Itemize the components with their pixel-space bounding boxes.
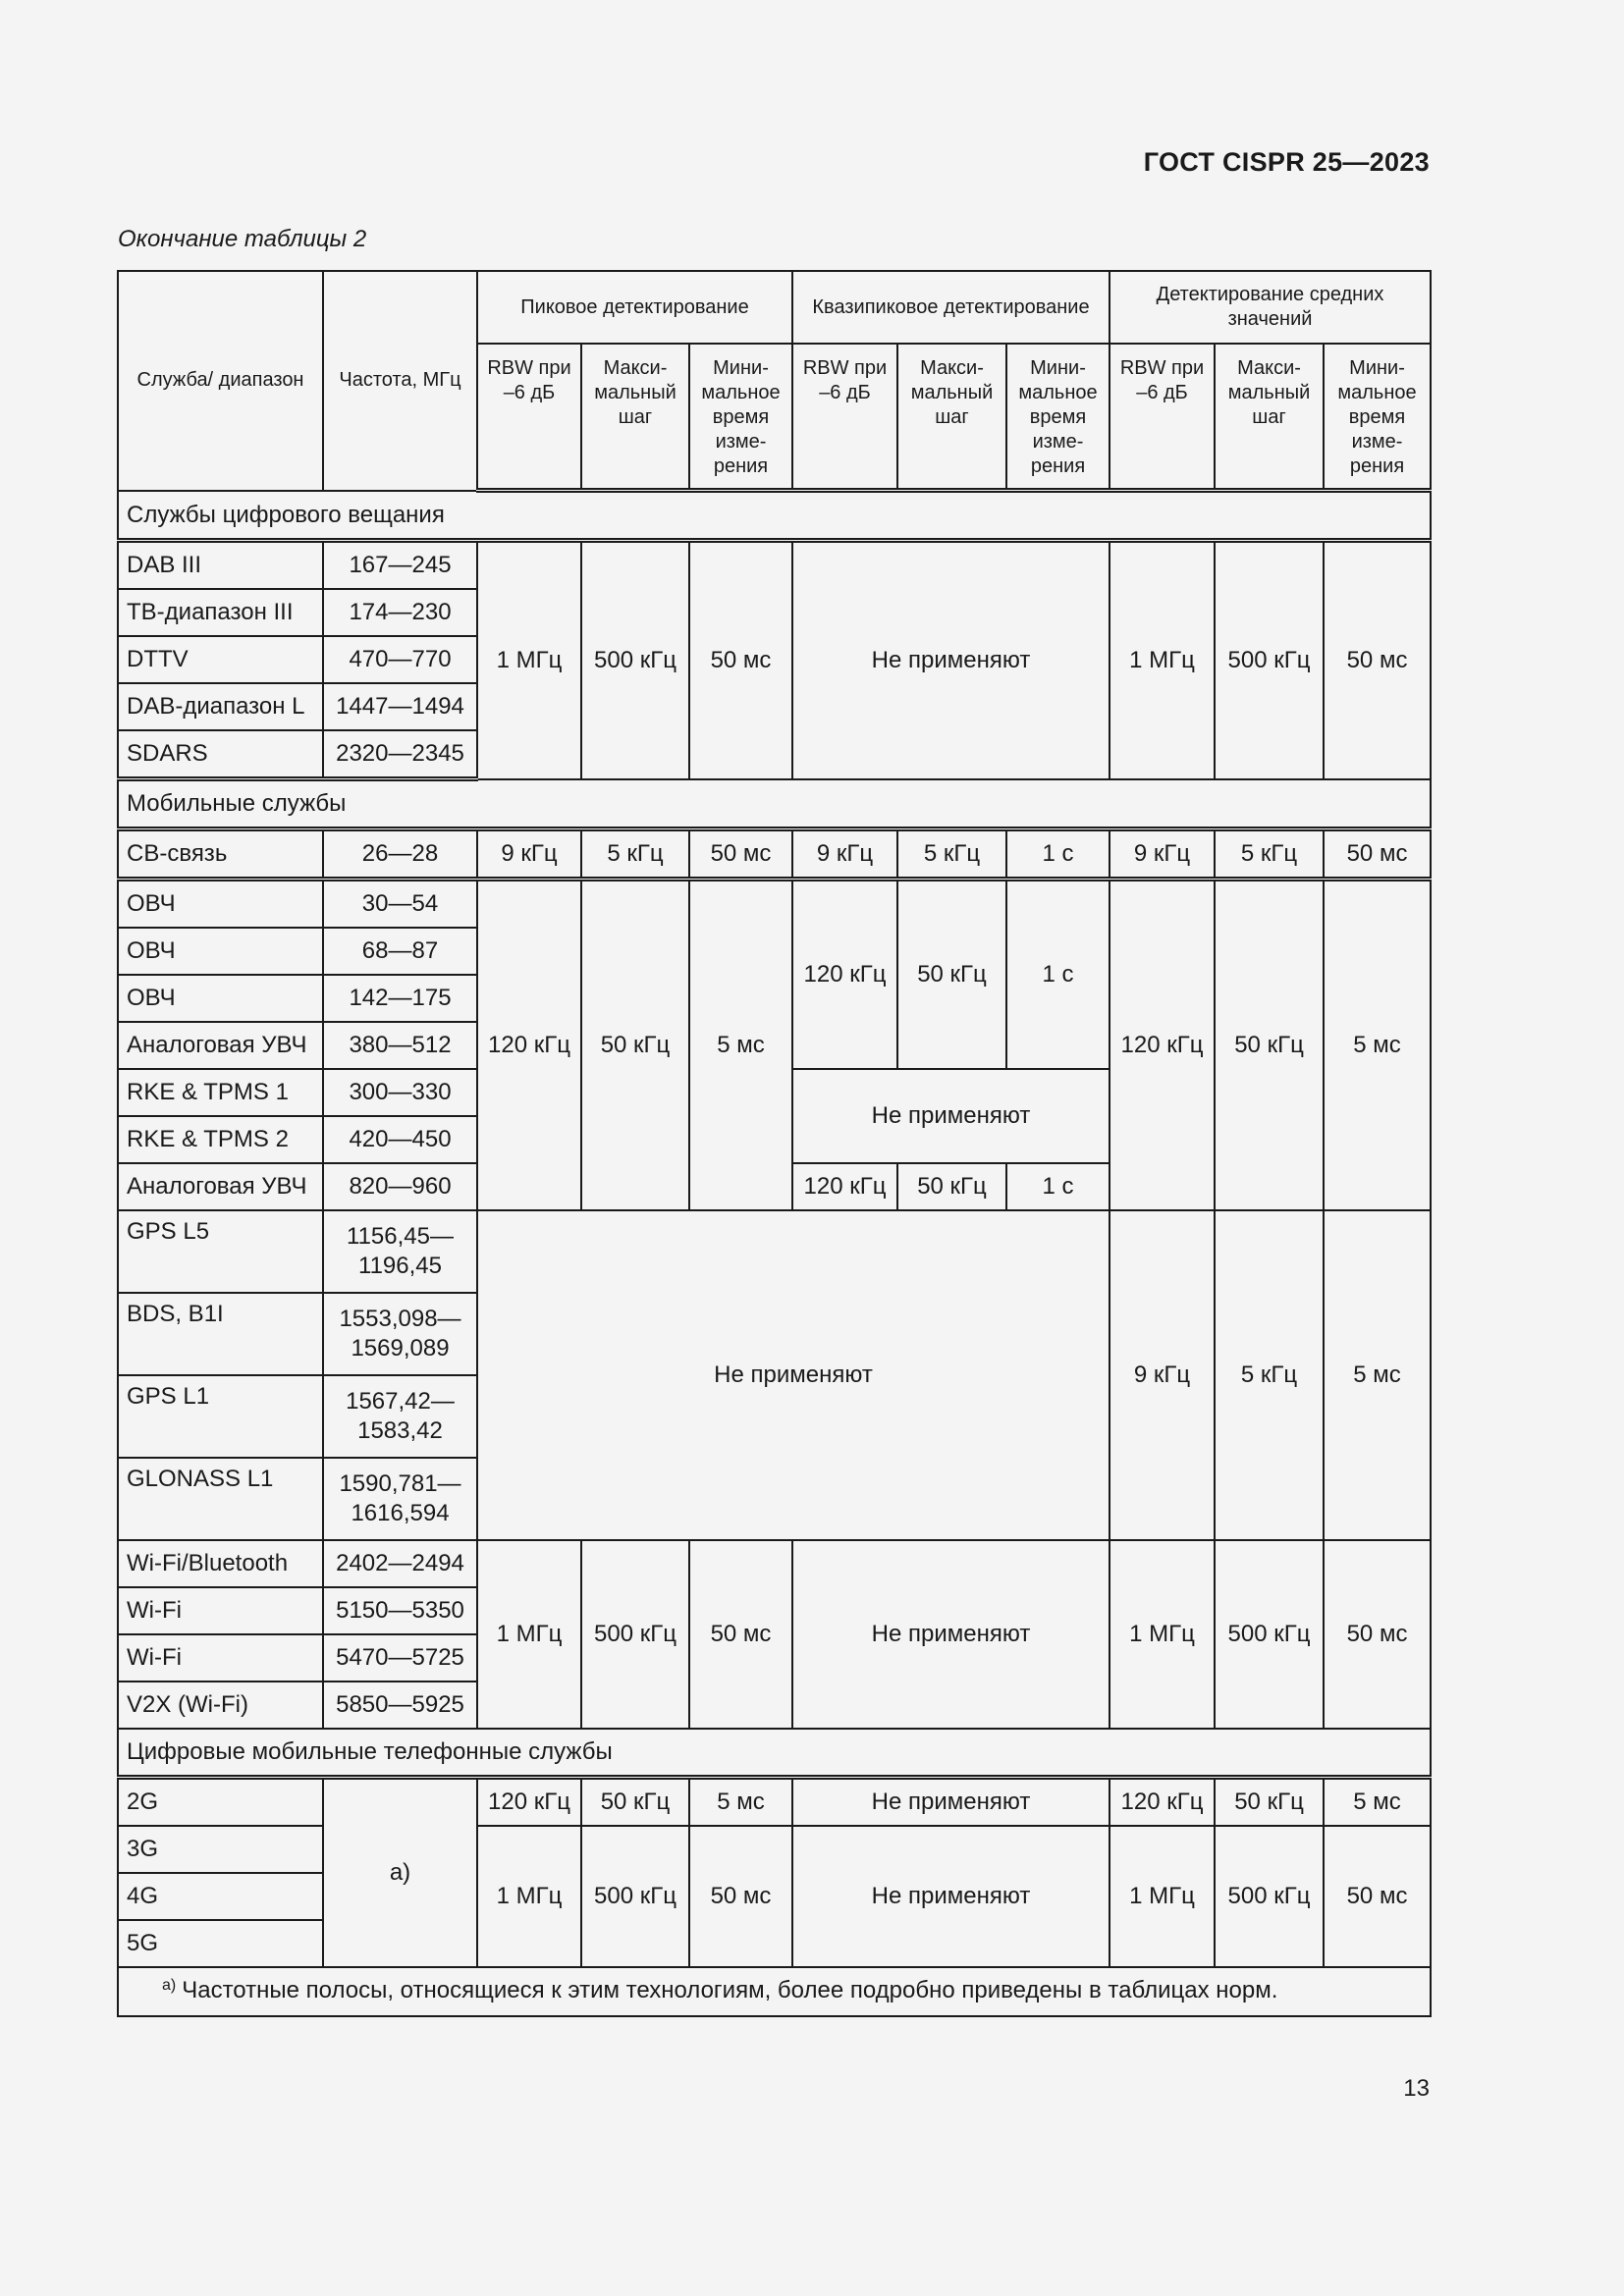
service-cell: SDARS (118, 730, 323, 779)
service-cell: 4G (118, 1873, 323, 1920)
avg-step-cell: 500 кГц (1215, 1540, 1324, 1729)
page-number: 13 (1403, 2075, 1430, 2102)
service-cell: DAB-диапазон L (118, 683, 323, 730)
quasi-time-cell: 1 с (1006, 880, 1110, 1070)
header-rbw: RBW при –6 дБ (477, 344, 581, 491)
frequency-cell: 1553,098— 1569,089 (323, 1293, 477, 1375)
not-applied-cell: Не применяют (792, 1826, 1110, 1967)
frequency-cell: 380—512 (323, 1022, 477, 1069)
frequency-cell: 1447—1494 (323, 683, 477, 730)
service-cell: Аналоговая УВЧ (118, 1163, 323, 1210)
avg-rbw-cell: 9 кГц (1110, 1210, 1215, 1540)
quasi-time-cell: 1 с (1006, 829, 1110, 880)
quasi-time-cell: 1 с (1006, 1163, 1110, 1210)
service-cell: V2X (Wi-Fi) (118, 1682, 323, 1729)
header-max-step: Макси- мальный шаг (897, 344, 1006, 491)
frequency-cell: 1590,781— 1616,594 (323, 1458, 477, 1540)
avg-step-cell: 500 кГц (1215, 541, 1324, 779)
avg-rbw-cell: 1 МГц (1110, 1826, 1215, 1967)
frequency-cell: 470—770 (323, 636, 477, 683)
table-footnote (118, 1967, 1431, 2016)
footnote-mark: а) (162, 1976, 177, 1994)
frequency-cell: 68—87 (323, 928, 477, 975)
frequency-cell: 167—245 (323, 541, 477, 590)
frequency-cell: 30—54 (323, 880, 477, 929)
peak-step-cell: 500 кГц (581, 1826, 689, 1967)
peak-time-cell: 50 мс (689, 1540, 792, 1729)
frequency-cell: 174—230 (323, 589, 477, 636)
service-cell: ОВЧ (118, 975, 323, 1022)
section-heading: Службы цифрового вещания (118, 491, 1431, 541)
section-heading: Цифровые мобильные телефонные службы (118, 1729, 1431, 1778)
peak-step-cell: 500 кГц (581, 541, 689, 779)
service-cell: СВ-связь (118, 829, 323, 880)
peak-rbw-cell: 1 МГц (477, 1540, 581, 1729)
quasi-step-cell: 5 кГц (897, 829, 1006, 880)
peak-step-cell: 500 кГц (581, 1540, 689, 1729)
service-cell: DAB III (118, 541, 323, 590)
quasi-step-cell: 50 кГц (897, 880, 1006, 1070)
service-cell: ОВЧ (118, 880, 323, 929)
header-min-time: Мини- мальное время изме- рения (1006, 344, 1110, 491)
avg-rbw-cell: 9 кГц (1110, 829, 1215, 880)
quasi-step-cell: 50 кГц (897, 1163, 1006, 1210)
service-cell: GLONASS L1 (118, 1458, 323, 1540)
frequency-cell: 820—960 (323, 1163, 477, 1210)
avg-time-cell: 50 мс (1324, 541, 1431, 779)
service-cell: ОВЧ (118, 928, 323, 975)
avg-rbw-cell: 1 МГц (1110, 541, 1215, 779)
service-cell: BDS, B1I (118, 1293, 323, 1375)
avg-rbw-cell: 1 МГц (1110, 1540, 1215, 1729)
not-applied-cell: Не применяют (792, 1540, 1110, 1729)
frequency-cell: 300—330 (323, 1069, 477, 1116)
frequency-cell: 5150—5350 (323, 1587, 477, 1634)
not-applied-cell: Не применяют (792, 541, 1110, 779)
peak-step-cell: 50 кГц (581, 880, 689, 1211)
avg-time-cell: 50 мс (1324, 1540, 1431, 1729)
peak-time-cell: 50 мс (689, 1826, 792, 1967)
header-service: Служба/ диапазон (118, 271, 323, 491)
avg-rbw-cell: 120 кГц (1110, 1778, 1215, 1827)
service-cell: 3G (118, 1826, 323, 1873)
peak-rbw-cell: 1 МГц (477, 541, 581, 779)
service-cell: DTTV (118, 636, 323, 683)
peak-rbw-cell: 1 МГц (477, 1826, 581, 1967)
frequency-cell: 5850—5925 (323, 1682, 477, 1729)
not-applied-cell: Не применяют (477, 1210, 1110, 1540)
header-rbw: RBW при –6 дБ (1110, 344, 1215, 491)
peak-time-cell: 50 мс (689, 829, 792, 880)
standard-designation: ГОСТ CISPR 25—2023 (1143, 147, 1430, 177)
avg-time-cell: 5 мс (1324, 1210, 1431, 1540)
avg-step-cell: 500 кГц (1215, 1826, 1324, 1967)
header-peak-group: Пиковое детектирование (477, 271, 792, 344)
service-cell: 5G (118, 1920, 323, 1967)
header-min-time: Мини- мальное время изме- рения (689, 344, 792, 491)
header-max-step: Макси- мальный шаг (1215, 344, 1324, 491)
frequency-cell: 1567,42— 1583,42 (323, 1375, 477, 1458)
service-cell: 2G (118, 1778, 323, 1827)
service-cell: Wi-Fi (118, 1634, 323, 1682)
header-max-step: Макси- мальный шаг (581, 344, 689, 491)
section-heading: Мобильные службы (118, 779, 1431, 829)
quasi-rbw-cell: 9 кГц (792, 829, 897, 880)
avg-step-cell: 50 кГц (1215, 1778, 1324, 1827)
service-cell: GPS L1 (118, 1375, 323, 1458)
footnote-text: Частотные полосы, относящиеся к этим технологиям, более подробно приведены в таблицах норм. (182, 1976, 1278, 2003)
peak-rbw-cell: 120 кГц (477, 880, 581, 1211)
service-cell: GPS L5 (118, 1210, 323, 1293)
emission-table (117, 270, 1432, 2017)
frequency-cell: 26—28 (323, 829, 477, 880)
frequency-cell: 2402—2494 (323, 1540, 477, 1587)
header-frequency: Частота, МГц (323, 271, 477, 491)
peak-rbw-cell: 9 кГц (477, 829, 581, 880)
avg-rbw-cell: 120 кГц (1110, 880, 1215, 1211)
frequency-cell: 5470—5725 (323, 1634, 477, 1682)
service-cell: Wi-Fi (118, 1587, 323, 1634)
avg-time-cell: 50 мс (1324, 1826, 1431, 1967)
avg-time-cell: 50 мс (1324, 829, 1431, 880)
header-rbw: RBW при –6 дБ (792, 344, 897, 491)
peak-time-cell: 50 мс (689, 541, 792, 779)
table-caption: Окончание таблицы 2 (118, 226, 367, 252)
frequency-cell: 2320—2345 (323, 730, 477, 779)
header-min-time: Мини- мальное время изме- рения (1324, 344, 1431, 491)
service-cell: RKE & TPMS 2 (118, 1116, 323, 1163)
service-cell: Wi-Fi/Bluetooth (118, 1540, 323, 1587)
service-cell: Аналоговая УВЧ (118, 1022, 323, 1069)
avg-time-cell: 5 мс (1324, 880, 1431, 1211)
not-applied-cell: Не применяют (792, 1778, 1110, 1827)
quasi-rbw-cell: 120 кГц (792, 880, 897, 1070)
avg-step-cell: 50 кГц (1215, 880, 1324, 1211)
service-cell: ТВ-диапазон III (118, 589, 323, 636)
avg-step-cell: 5 кГц (1215, 829, 1324, 880)
service-cell: RKE & TPMS 1 (118, 1069, 323, 1116)
frequency-footnote-ref: а) (323, 1778, 477, 1968)
frequency-cell: 142—175 (323, 975, 477, 1022)
peak-rbw-cell: 120 кГц (477, 1778, 581, 1827)
frequency-cell: 1156,45— 1196,45 (323, 1210, 477, 1293)
frequency-cell: 420—450 (323, 1116, 477, 1163)
peak-step-cell: 5 кГц (581, 829, 689, 880)
avg-step-cell: 5 кГц (1215, 1210, 1324, 1540)
avg-time-cell: 5 мс (1324, 1778, 1431, 1827)
peak-time-cell: 5 мс (689, 880, 792, 1211)
not-applied-cell: Не применяют (792, 1069, 1110, 1163)
peak-time-cell: 5 мс (689, 1778, 792, 1827)
peak-step-cell: 50 кГц (581, 1778, 689, 1827)
header-quasi-group: Квазипиковое детектирование (792, 271, 1110, 344)
quasi-rbw-cell: 120 кГц (792, 1163, 897, 1210)
header-average-group: Детектирование средних значений (1110, 271, 1431, 344)
